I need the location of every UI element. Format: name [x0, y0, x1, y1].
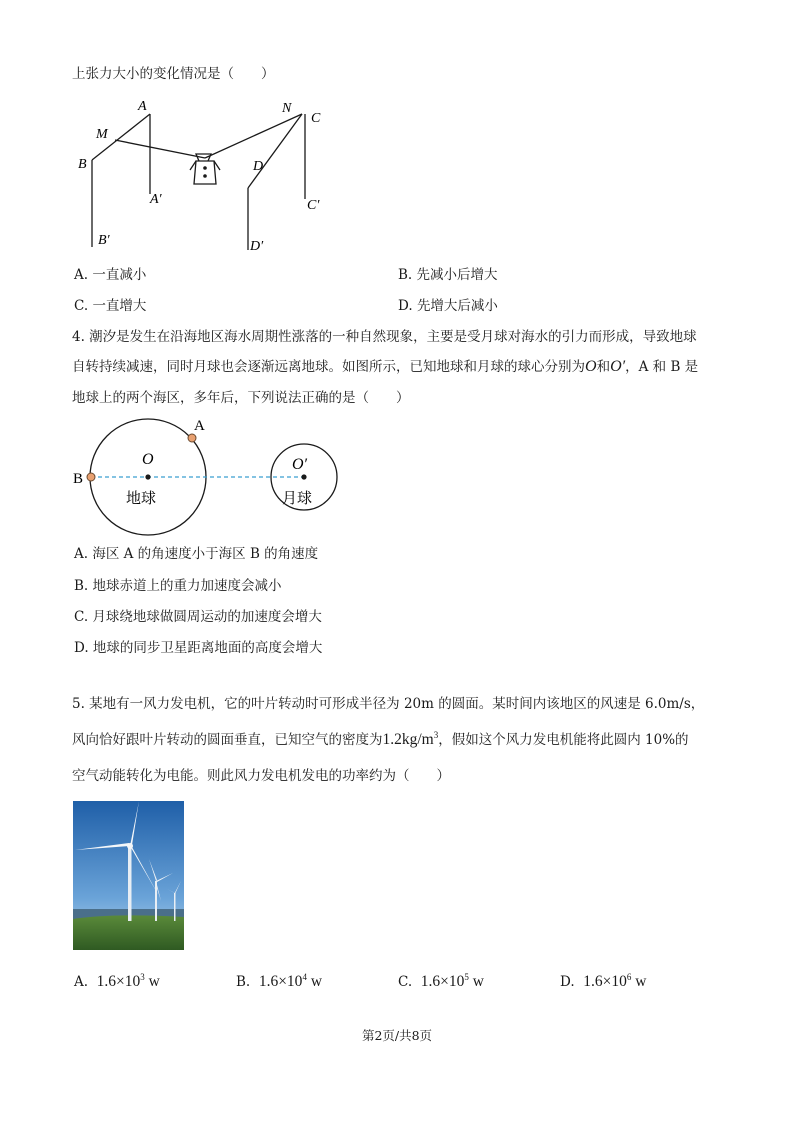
- q4-option-b[interactable]: B. 地球赤道上的重力加速度会减小: [74, 578, 282, 594]
- label-moon: 月球: [282, 491, 313, 507]
- q3-stem-tail: 上张力大小的变化情况是（ ）: [72, 66, 275, 82]
- q4-stem-line3: 地球上的两个海区，多年后，下列说法正确的是（ ）: [72, 390, 410, 406]
- q5-option-a-value: $1.6\times 10^3$ w: [96, 971, 160, 990]
- density-value: $1.2kg/m^3$: [382, 729, 439, 748]
- turbine-tower-3: [174, 893, 176, 921]
- symbol-O-prime: O′: [610, 358, 626, 375]
- q5-option-c-value: $1.6\times 10^5$ w: [420, 971, 484, 990]
- q3-option-b-text: 先减小后增大: [416, 267, 498, 283]
- q5-option-b[interactable]: B. $1.6\times 10^4$ w: [236, 971, 323, 990]
- label-D: D: [253, 159, 264, 174]
- garment-shirt: [194, 161, 216, 184]
- label-C: C: [311, 111, 321, 126]
- rope-D-C: [248, 114, 302, 188]
- q5-stem-line3: 空气动能转化为电能。则此风力发电机发电的功率约为（ ）: [72, 768, 450, 784]
- q3-option-d[interactable]: D. 先增大后减小: [398, 298, 498, 314]
- q4-stem-line2: 自转持续减速，同时月球也会逐渐远离地球。如图所示，已知地球和月球的球心分别为O和O′，A 和 B 是: [72, 358, 699, 375]
- turbine-tower-main: [128, 846, 132, 921]
- q4-option-a[interactable]: A. 海区 A 的角速度小于海区 B 的角速度: [74, 546, 319, 562]
- page-footer: 第2页/共8页: [361, 1028, 433, 1043]
- q3-option-b[interactable]: B. 先减小后增大: [398, 267, 498, 283]
- q3-figure-clothesline: [70, 92, 340, 254]
- label-N: N: [282, 101, 292, 116]
- label-M: M: [96, 127, 108, 142]
- q5-option-d-value: $1.6\times 10^6$ w: [583, 971, 647, 990]
- label-A: A: [138, 99, 147, 114]
- q3-option-d-text: 先增大后减小: [416, 298, 498, 314]
- q5-option-d[interactable]: D. $1.6\times 10^6$ w: [560, 971, 647, 990]
- label-O-prime: O′: [292, 456, 308, 473]
- q4-option-d[interactable]: D. 地球的同步卫星距离地面的高度会增大: [74, 640, 323, 656]
- q4-stem-line1: 4. 潮汐是发生在沿海地区海水周期性涨落的一种自然现象，主要是受月球对海水的引力而形成，导致地球: [72, 329, 697, 345]
- label-B: B: [78, 157, 87, 172]
- label-A-prime: A′: [150, 192, 162, 207]
- moon-center-dot: [301, 474, 306, 479]
- label-sea-A: A: [194, 418, 205, 434]
- garment-button-1: [203, 166, 207, 170]
- label-sea-B: B: [73, 471, 84, 487]
- q3-option-c-text: 一直增大: [92, 298, 147, 314]
- label-C-prime: C′: [307, 198, 320, 213]
- garment-button-2: [203, 174, 207, 178]
- label-earth: 地球: [126, 491, 157, 507]
- earth-center-dot: [145, 474, 150, 479]
- q5-option-a[interactable]: A. $1.6\times 10^3$ w: [74, 971, 160, 990]
- wind-turbine-photo: [73, 801, 184, 950]
- rope-M-hanger: [115, 140, 205, 158]
- q4-option-c[interactable]: C. 月球绕地球做圆周运动的加速度会增大: [74, 609, 322, 625]
- symbol-O: O: [585, 358, 597, 375]
- q5-stem-line2: 风向恰好跟叶片转动的圆面垂直，已知空气的密度为$1.2kg/m^3$，假如这个风力发电机能将此圆内 10%的: [72, 729, 689, 748]
- q3-option-a[interactable]: A. 一直减小: [74, 267, 147, 283]
- q5-stem-line1: 5. 某地有一风力发电机，它的叶片转动时可形成半径为 20m 的圆面。某时间内该地区的风速是 6.0m/s，: [72, 696, 705, 712]
- q3-option-c[interactable]: C. 一直增大: [74, 298, 147, 314]
- q3-option-a-text: 一直减小: [92, 267, 147, 283]
- sea-area-B-dot: [87, 473, 95, 481]
- label-D-prime: D′: [250, 239, 264, 254]
- rope-hanger-N: [205, 114, 302, 158]
- q5-option-b-value: $1.6\times 10^4$ w: [258, 971, 323, 990]
- label-O: O: [142, 451, 154, 468]
- label-B-prime: B′: [98, 233, 110, 248]
- sea-area-A-dot: [188, 434, 196, 442]
- q4-figure-earth-moon: [68, 412, 348, 542]
- q5-option-c[interactable]: C. $1.6\times 10^5$ w: [398, 971, 484, 990]
